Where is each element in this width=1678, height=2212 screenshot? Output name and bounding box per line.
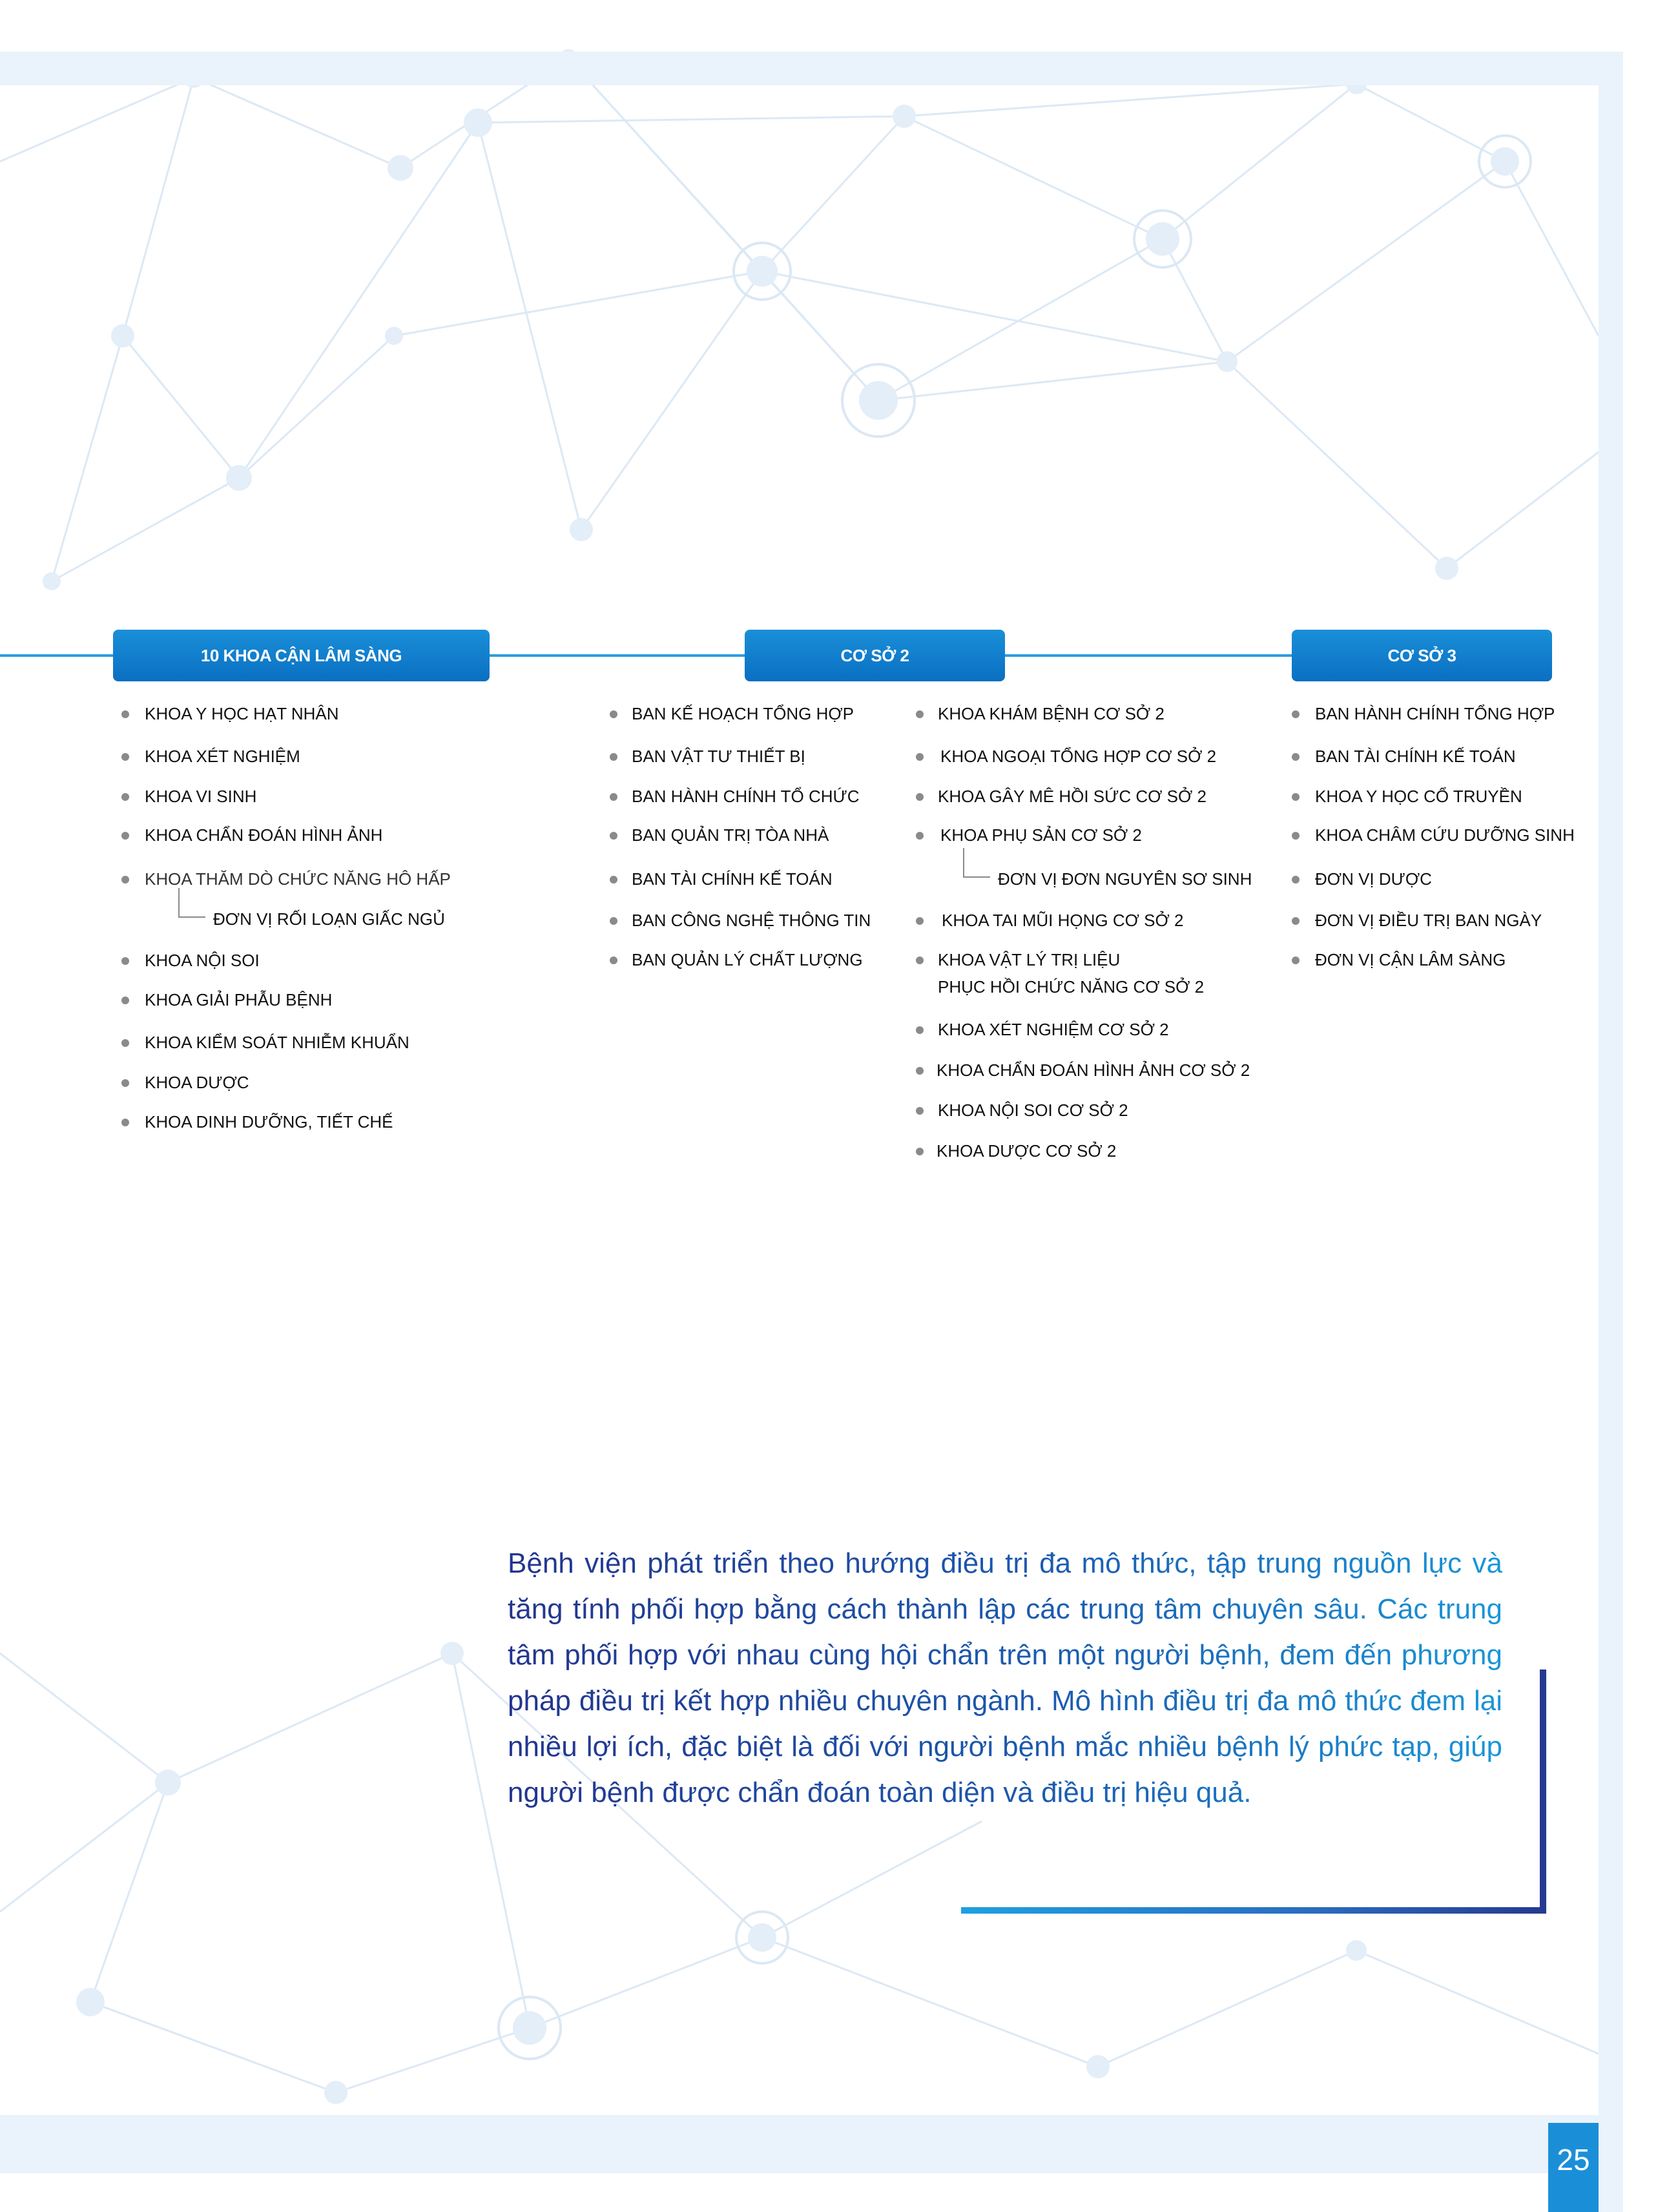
- intro-paragraph: Bệnh viện phát triển theo hướng điều trị đa mô thức, tập trung nguồn lực và tăng tính phối hợp bằng cách thành lập các trung tâm chuyên sâu. Các trung tâm phối hợp với nhau cùng hội chẩn trên một người bệnh, đem đến phương pháp điều trị kết hợp nhiều chuyên ngành. Mô hình điều trị đa mô thức đem lại nhiều lợi ích, đặc biệt là đối với người bệnh mắc nhiều bệnh lý phức tạp, giúp người bệnh được chẩn đoán toàn diện và điều trị hiệu quả.: [508, 1540, 1502, 1815]
- sub-item-roi-loan-giac-ngu: ĐƠN VỊ RỐI LOẠN GIẤC NGỦ: [213, 906, 445, 932]
- frame-right-band: [1599, 52, 1623, 2212]
- bullet-icon: [1292, 956, 1300, 964]
- bullet-icon: [610, 956, 617, 964]
- bullet-icon: [121, 832, 129, 840]
- bullet-icon: [121, 997, 129, 1004]
- bullet-icon: [121, 793, 129, 801]
- bullet-icon: [121, 1039, 129, 1047]
- bullet-icon: [610, 917, 617, 925]
- sub-item-don-nguyen-so-sinh: ĐƠN VỊ ĐƠN NGUYÊN SƠ SINH: [998, 866, 1252, 892]
- bullet-icon: [916, 832, 924, 840]
- elbow-connector: [963, 848, 990, 878]
- bullet-icon: [916, 956, 924, 964]
- decor-horizontal-bar: [961, 1907, 1546, 1914]
- bullet-icon: [916, 917, 924, 925]
- bullet-icon: [916, 1107, 924, 1115]
- bullet-icon: [1292, 710, 1300, 718]
- bullet-icon: [121, 1119, 129, 1126]
- bullet-icon: [610, 753, 617, 761]
- bullet-icon: [1292, 832, 1300, 840]
- bullet-icon: [916, 1026, 924, 1034]
- header-co-so-3: CƠ SỞ 3: [1292, 630, 1552, 681]
- elbow-connector: [178, 888, 205, 918]
- bullet-icon: [1292, 793, 1300, 801]
- bullet-icon: [121, 957, 129, 965]
- bullet-icon: [121, 753, 129, 761]
- bullet-icon: [916, 710, 924, 718]
- bullet-icon: [916, 1148, 924, 1155]
- connector-line-left: [0, 654, 114, 657]
- page-number-box: [1548, 2123, 1599, 2212]
- frame-top-band: [0, 52, 1623, 85]
- bullet-icon: [1292, 753, 1300, 761]
- bullet-icon: [916, 753, 924, 761]
- decor-vertical-bar: [1540, 1669, 1546, 1914]
- bullet-icon: [916, 793, 924, 801]
- bullet-icon: [1292, 876, 1300, 884]
- bullet-icon: [121, 1079, 129, 1087]
- bullet-icon: [1292, 917, 1300, 925]
- bullet-icon: [610, 832, 617, 840]
- header-co-so-2: CƠ SỞ 2: [745, 630, 1005, 681]
- bullet-icon: [610, 710, 617, 718]
- page-number: 25: [1557, 2143, 1590, 2176]
- frame-bottom-band: [0, 2115, 1623, 2173]
- bullet-icon: [610, 876, 617, 884]
- bullet-icon: [916, 1067, 924, 1075]
- connector-line-right: [1004, 654, 1292, 657]
- bullet-icon: [121, 710, 129, 718]
- connector-line-mid: [490, 654, 745, 657]
- bullet-icon: [610, 793, 617, 801]
- header-can-lam-sang: 10 KHOA CẬN LÂM SÀNG: [113, 630, 490, 681]
- bullet-icon: [121, 876, 129, 884]
